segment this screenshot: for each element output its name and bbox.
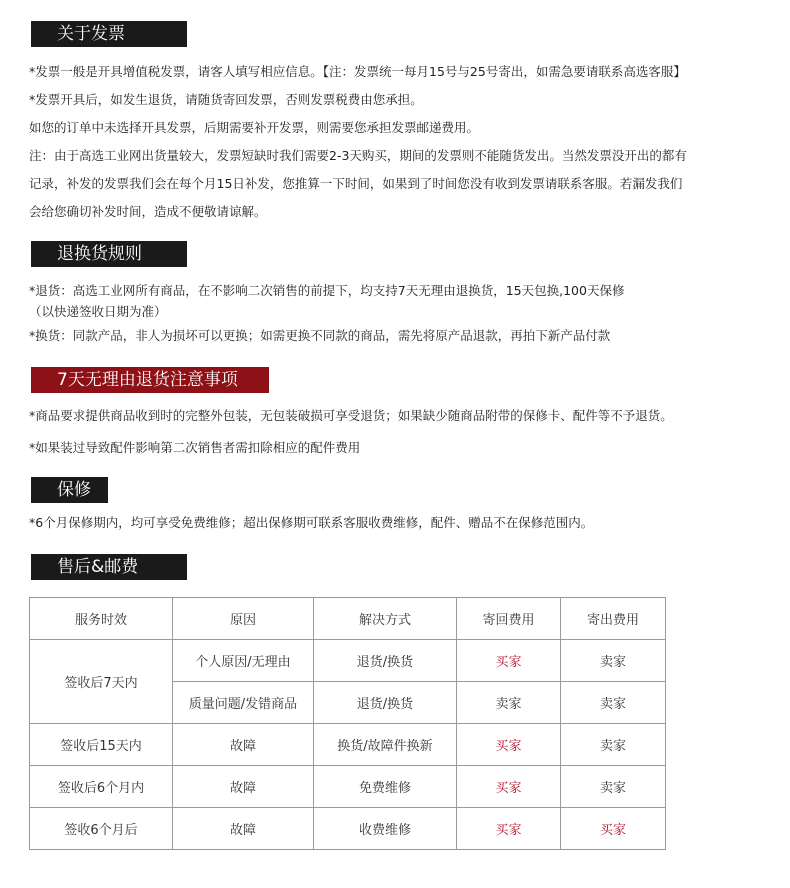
solution-cell: 收费维修	[314, 808, 457, 850]
return-fee-cell: 买家	[457, 766, 561, 808]
return-fee-cell: 买家	[457, 808, 561, 850]
section-title-aftersale: 售后&邮费	[57, 557, 139, 577]
period-cell: 签收6个月后	[30, 808, 173, 850]
invoice-line: 记录，补发的发票我们会在每个月15日补发，您推算一下时间，如果到了时间您没有收到发票请联系客服。若漏发我们	[29, 176, 683, 191]
table-row	[30, 640, 666, 682]
send-fee-cell: 卖家	[561, 640, 666, 682]
period-cell: 签收后7天内	[30, 640, 173, 724]
solution-cell: 免费维修	[314, 766, 457, 808]
seven-day-line: *商品要求提供商品收到时的完整外包装，无包装破损可享受退货；如果缺少随商品附带的保修卡、配件等不予退货。	[29, 408, 673, 423]
section-header-seven-day	[30, 367, 269, 393]
section-title-invoice: 关于发票	[57, 24, 125, 44]
invoice-line: *发票开具后，如发生退货，请随货寄回发票，否则发票税费由您承担。	[29, 92, 423, 107]
section-header-returns	[30, 241, 187, 267]
returns-line: （以快递签收日期为准）	[29, 304, 167, 319]
invoice-line: 注：由于高选工业网出货量较大，发票短缺时我们需要2-3天购买，期间的发票则不能随货发出。当然发票没开出的都有	[29, 148, 687, 163]
reason-cell: 故障	[173, 808, 314, 850]
header-cell: 寄回费用	[457, 598, 561, 640]
return-fee-cell: 买家	[457, 640, 561, 682]
section-header-aftersale	[30, 554, 187, 580]
header-cell: 原因	[173, 598, 314, 640]
section-header-invoice	[30, 21, 187, 47]
section-title-warranty: 保修	[57, 480, 91, 500]
header-cell: 服务时效	[30, 598, 173, 640]
send-fee-cell: 卖家	[561, 724, 666, 766]
header-cell: 解决方式	[314, 598, 457, 640]
return-fee-cell: 卖家	[457, 682, 561, 724]
solution-cell: 退货/换货	[314, 640, 457, 682]
reason-cell: 故障	[173, 766, 314, 808]
section-header-warranty	[30, 477, 108, 503]
table-row	[30, 808, 666, 850]
solution-cell: 换货/故障件换新	[314, 724, 457, 766]
section-title-seven-day: 7天无理由退货注意事项	[57, 370, 238, 390]
invoice-line: 如您的订单中未选择开具发票，后期需要补开发票，则需要您承担发票邮递费用。	[29, 120, 480, 135]
reason-cell: 故障	[173, 724, 314, 766]
period-cell: 签收后6个月内	[30, 766, 173, 808]
warranty-line: *6个月保修期内，均可享受免费维修；超出保修期可联系客服收费维修，配件、赠品不在保修范围内。	[29, 515, 594, 530]
header-cell: 寄出费用	[561, 598, 666, 640]
aftersale-fee-table	[29, 597, 666, 850]
send-fee-cell: 卖家	[561, 766, 666, 808]
table-row	[30, 766, 666, 808]
reason-cell: 质量问题/发错商品	[173, 682, 314, 724]
section-title-returns: 退换货规则	[57, 244, 142, 264]
table-row	[30, 724, 666, 766]
invoice-line: *发票一般是开具增值税发票，请客人填写相应信息。【注：发票统一每月15号与25号寄出，如需急要请联系高选客服】	[29, 64, 686, 79]
reason-cell: 个人原因/无理由	[173, 640, 314, 682]
solution-cell: 退货/换货	[314, 682, 457, 724]
invoice-line: 会给您确切补发时间，造成不便敬请谅解。	[29, 204, 267, 219]
returns-line: *退货：高选工业网所有商品，在不影响二次销售的前提下，均支持7天无理由退换货，15天包换,100天保修	[29, 283, 625, 298]
period-cell: 签收后15天内	[30, 724, 173, 766]
send-fee-cell: 买家	[561, 808, 666, 850]
seven-day-line: *如果装过导致配件影响第二次销售者需扣除相应的配件费用	[29, 440, 361, 455]
return-fee-cell: 买家	[457, 724, 561, 766]
table-header-row	[30, 598, 666, 640]
returns-line: *换货：同款产品，非人为损坏可以更换；如需更换不同款的商品，需先将原产品退款，再拍下新产品付款	[29, 328, 611, 343]
send-fee-cell: 卖家	[561, 682, 666, 724]
